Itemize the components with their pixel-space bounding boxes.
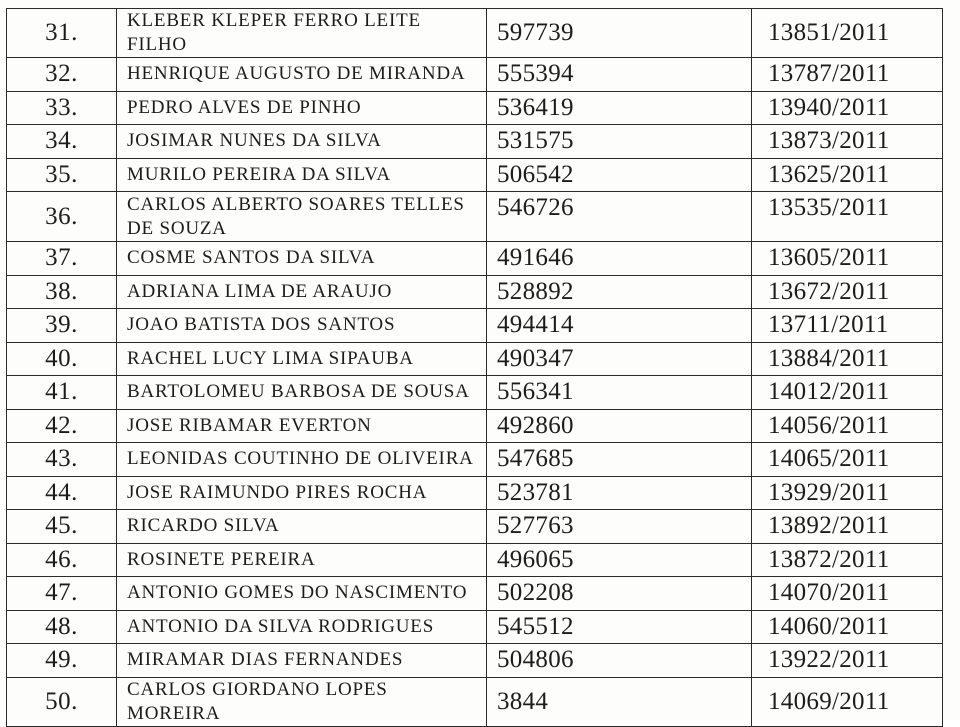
table-row bbox=[7, 476, 943, 510]
registration-number: 555394 bbox=[487, 58, 752, 92]
registration-number: 491646 bbox=[487, 242, 752, 276]
process-number: 13940/2011 bbox=[752, 91, 943, 125]
table-row bbox=[7, 242, 943, 276]
registration-number: 3844 bbox=[487, 677, 752, 726]
registration-number: 496065 bbox=[487, 543, 752, 577]
registration-number: 547685 bbox=[487, 443, 752, 477]
row-number: 43. bbox=[7, 443, 117, 477]
person-name: COSME SANTOS DA SILVA bbox=[117, 242, 487, 276]
process-number: 14070/2011 bbox=[752, 577, 943, 611]
row-number: 31. bbox=[7, 9, 117, 58]
registration-number: 597739 bbox=[487, 9, 752, 58]
person-name: RACHEL LUCY LIMA SIPAUBA bbox=[117, 342, 487, 376]
registration-number: 523781 bbox=[487, 476, 752, 510]
row-number: 37. bbox=[7, 242, 117, 276]
registration-number: 490347 bbox=[487, 342, 752, 376]
person-name: MIRAMAR DIAS FERNANDES bbox=[117, 644, 487, 678]
person-name: HENRIQUE AUGUSTO DE MIRANDA bbox=[117, 58, 487, 92]
row-number: 40. bbox=[7, 342, 117, 376]
person-name: ROSINETE PEREIRA bbox=[117, 543, 487, 577]
process-number: 13873/2011 bbox=[752, 125, 943, 159]
process-number: 13884/2011 bbox=[752, 342, 943, 376]
registration-number: 527763 bbox=[487, 510, 752, 544]
process-number: 13672/2011 bbox=[752, 275, 943, 309]
process-number: 13872/2011 bbox=[752, 543, 943, 577]
process-number: 13711/2011 bbox=[752, 309, 943, 343]
row-number: 39. bbox=[7, 309, 117, 343]
registration-number: 528892 bbox=[487, 275, 752, 309]
row-number: 45. bbox=[7, 510, 117, 544]
row-number: 41. bbox=[7, 376, 117, 410]
table-row bbox=[7, 309, 943, 343]
registration-number: 546726 bbox=[487, 192, 752, 242]
person-name: BARTOLOMEU BARBOSA DE SOUSA bbox=[117, 376, 487, 410]
person-name: ANTONIO GOMES DO NASCIMENTO bbox=[117, 577, 487, 611]
row-number: 32. bbox=[7, 58, 117, 92]
personnel-table-body bbox=[7, 9, 943, 727]
table-row bbox=[7, 275, 943, 309]
person-name: MURILO PEREIRA DA SILVA bbox=[117, 158, 487, 192]
row-number: 44. bbox=[7, 476, 117, 510]
person-name: ANTONIO DA SILVA RODRIGUES bbox=[117, 610, 487, 644]
process-number: 14065/2011 bbox=[752, 443, 943, 477]
registration-number: 502208 bbox=[487, 577, 752, 611]
process-number: 13851/2011 bbox=[752, 9, 943, 58]
registration-number: 536419 bbox=[487, 91, 752, 125]
registration-number: 492860 bbox=[487, 409, 752, 443]
process-number: 13625/2011 bbox=[752, 158, 943, 192]
table-row bbox=[7, 158, 943, 192]
table-row bbox=[7, 58, 943, 92]
person-name: CARLOS GIORDANO LOPES MOREIRA bbox=[117, 677, 487, 726]
process-number: 13929/2011 bbox=[752, 476, 943, 510]
table-row bbox=[7, 9, 943, 58]
registration-number: 504806 bbox=[487, 644, 752, 678]
table-row bbox=[7, 91, 943, 125]
row-number: 50. bbox=[7, 677, 117, 726]
table-row bbox=[7, 543, 943, 577]
person-name: LEONIDAS COUTINHO DE OLIVEIRA bbox=[117, 443, 487, 477]
table-row bbox=[7, 125, 943, 159]
process-number: 14012/2011 bbox=[752, 376, 943, 410]
table-row bbox=[7, 510, 943, 544]
person-name: ADRIANA LIMA DE ARAUJO bbox=[117, 275, 487, 309]
table-row bbox=[7, 443, 943, 477]
row-number: 47. bbox=[7, 577, 117, 611]
person-name: JOAO BATISTA DOS SANTOS bbox=[117, 309, 487, 343]
row-number: 33. bbox=[7, 91, 117, 125]
table-row bbox=[7, 342, 943, 376]
registration-number: 545512 bbox=[487, 610, 752, 644]
process-number: 13922/2011 bbox=[752, 644, 943, 678]
person-name: PEDRO ALVES DE PINHO bbox=[117, 91, 487, 125]
row-number: 42. bbox=[7, 409, 117, 443]
person-name: KLEBER KLEPER FERRO LEITE FILHO bbox=[117, 9, 487, 58]
process-number: 13787/2011 bbox=[752, 58, 943, 92]
row-number: 46. bbox=[7, 543, 117, 577]
registration-number: 556341 bbox=[487, 376, 752, 410]
process-number: 14060/2011 bbox=[752, 610, 943, 644]
registration-number: 506542 bbox=[487, 158, 752, 192]
process-number: 13605/2011 bbox=[752, 242, 943, 276]
table-row bbox=[7, 376, 943, 410]
table-row bbox=[7, 577, 943, 611]
process-number: 14069/2011 bbox=[752, 677, 943, 726]
table-row bbox=[7, 644, 943, 678]
registration-number: 494414 bbox=[487, 309, 752, 343]
row-number: 36. bbox=[7, 192, 117, 242]
person-name: CARLOS ALBERTO SOARES TELLES DE SOUZA bbox=[117, 192, 487, 242]
row-number: 38. bbox=[7, 275, 117, 309]
row-number: 48. bbox=[7, 610, 117, 644]
table-row bbox=[7, 610, 943, 644]
process-number: 13535/2011 bbox=[752, 192, 943, 242]
process-number: 14056/2011 bbox=[752, 409, 943, 443]
table-row bbox=[7, 192, 943, 242]
row-number: 49. bbox=[7, 644, 117, 678]
person-name: JOSE RAIMUNDO PIRES ROCHA bbox=[117, 476, 487, 510]
person-name: RICARDO SILVA bbox=[117, 510, 487, 544]
table-row bbox=[7, 677, 943, 726]
person-name: JOSE RIBAMAR EVERTON bbox=[117, 409, 487, 443]
process-number: 13892/2011 bbox=[752, 510, 943, 544]
person-name: JOSIMAR NUNES DA SILVA bbox=[117, 125, 487, 159]
row-number: 35. bbox=[7, 158, 117, 192]
table-row bbox=[7, 409, 943, 443]
personnel-table bbox=[6, 8, 943, 727]
registration-number: 531575 bbox=[487, 125, 752, 159]
row-number: 34. bbox=[7, 125, 117, 159]
